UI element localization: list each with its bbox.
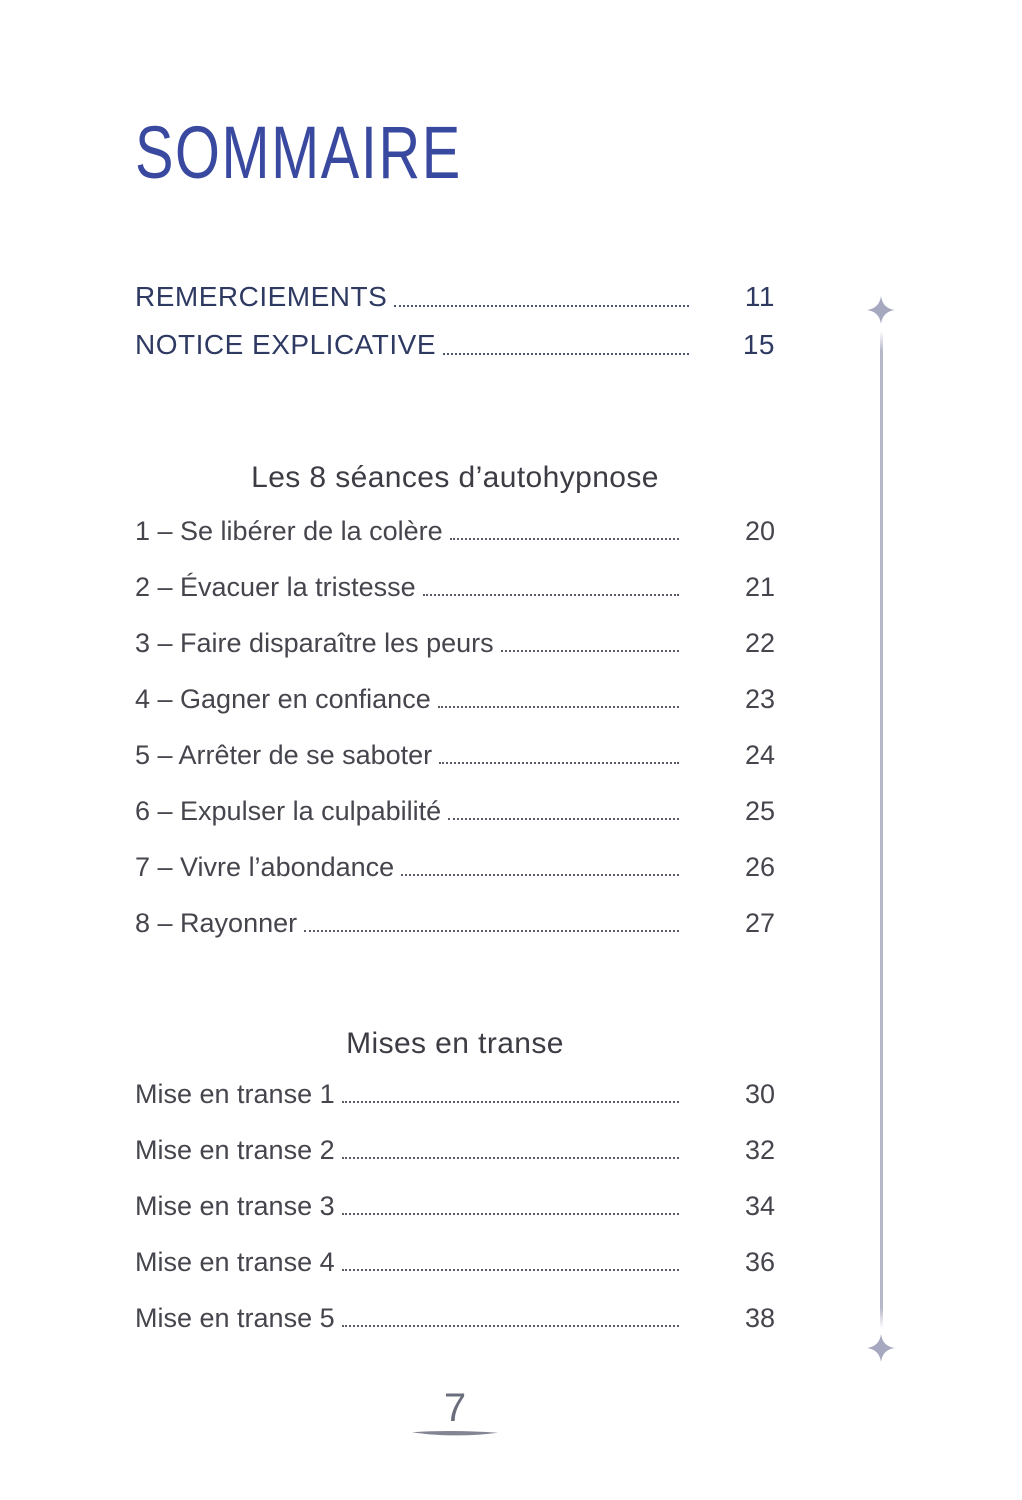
toc-entry [135,742,775,769]
toc-entry [135,910,775,937]
toc-leader-dots [501,650,679,652]
toc-leader-dots [342,1101,679,1103]
toc-entry-label: 2 – Évacuer la tristesse [135,572,416,602]
toc-entry-page: 21 [744,572,775,602]
toc-entry [135,518,775,545]
toc-leader-dots [439,762,679,764]
page-title: SOMMAIRE [135,111,462,194]
toc-entry-label: 3 – Faire disparaître les peurs [135,628,494,658]
toc-entry-page: 15 [742,329,775,360]
toc-entry-page: 11 [744,281,775,312]
toc-section [135,1029,775,1332]
toc-entry-label: 4 – Gagner en confiance [135,684,431,714]
sections [135,463,775,1332]
toc-leader-dots [394,305,689,307]
side-ornament-line [880,331,883,1328]
toc-leader-dots [401,874,679,876]
toc-leader-dots [448,818,679,820]
front-matter-list [135,283,775,359]
toc-entry-label: Mise en transe 5 [135,1303,335,1333]
toc-entry-page: 32 [744,1135,775,1165]
toc-entry-label: Mise en transe 4 [135,1247,335,1277]
toc-leader-dots [450,538,679,540]
toc-entry-label: Mise en transe 2 [135,1135,335,1165]
toc-entry [135,854,775,881]
toc-leader-dots [443,353,689,355]
toc-entry-page: 24 [744,740,775,770]
toc-entry-page: 26 [744,852,775,882]
toc-entry [135,574,775,601]
toc-entry-page: 27 [744,908,775,938]
toc-entry-page: 23 [744,684,775,714]
toc-leader-dots [342,1213,679,1215]
toc-entry-page: 25 [744,796,775,826]
toc-entry [135,1081,775,1108]
section-entries [135,518,775,937]
toc-entry-label: Mise en transe 3 [135,1191,335,1221]
toc-entry-page: 38 [744,1303,775,1333]
toc-entry [135,1193,775,1220]
toc-entry [135,798,775,825]
toc-entry [135,1137,775,1164]
toc-entry [135,331,775,359]
toc-entry-label: 8 – Rayonner [135,908,298,938]
toc-entry-label: 7 – Vivre l’abondance [135,852,395,882]
section-entries [135,1081,775,1332]
toc-leader-dots [342,1157,679,1159]
toc-entry [135,1305,775,1332]
toc-leader-dots [423,594,679,596]
toc-entry-page: 22 [744,628,775,658]
toc-entry [135,686,775,713]
section-heading: Les 8 séances d’autohypnose [251,461,659,494]
toc-entry-label: REMERCIEMENTS [135,281,388,312]
toc-leader-dots [342,1269,679,1271]
toc-entry-page: 30 [744,1079,775,1109]
toc-entry-label: Mise en transe 1 [135,1079,335,1109]
toc-entry [135,283,775,311]
sparkle-icon [867,296,895,324]
swash-underline-icon [410,1429,500,1438]
toc-entry [135,630,775,657]
page-footer [135,1388,775,1438]
page-number: 7 [443,1386,467,1430]
toc-leader-dots [304,930,679,932]
toc-entry-page: 34 [744,1191,775,1221]
toc-entry-label: 5 – Arrêter de se saboter [135,740,433,770]
toc-entry-page: 36 [744,1247,775,1277]
toc-entry-page: 20 [744,516,775,546]
toc-entry-label: 6 – Expulser la culpabilité [135,796,442,826]
toc-entry [135,1249,775,1276]
sparkle-icon [867,1334,895,1362]
toc-entry-label: 1 – Se libérer de la colère [135,516,443,546]
toc-leader-dots [342,1325,679,1327]
toc-leader-dots [438,706,679,708]
section-heading: Mises en transe [346,1027,564,1060]
toc-section [135,463,775,937]
toc-content [135,0,775,1438]
toc-entry-label: NOTICE EXPLICATIVE [135,329,436,360]
